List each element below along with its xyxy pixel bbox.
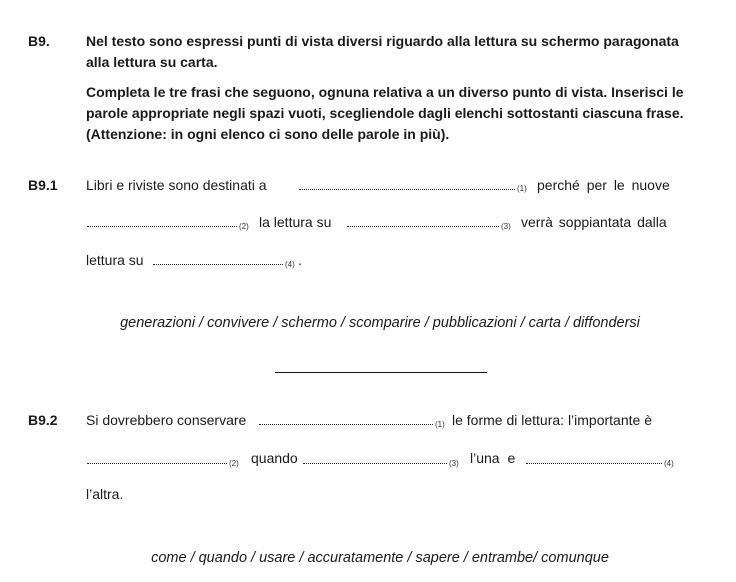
item1-word-list: generazioni / convivere / schermo / scomparire / pubblicazioni / carta / diffondersi (120, 315, 640, 331)
question-intro-line: Nel testo sono espressi punti di vista diversi riguardo alla lettura su schermo paragonata (86, 33, 679, 49)
item1-number: B9.1 (28, 177, 58, 193)
item1-text-a: Libri e riviste sono destinati a (86, 177, 267, 193)
item1-text-end: . (298, 252, 302, 268)
item2-number: B9.2 (28, 412, 58, 428)
question-intro (86, 31, 679, 73)
item2-text-c: quando (251, 450, 298, 466)
item2-blank-3[interactable] (303, 463, 447, 464)
item2-blank-1-label: (1) (435, 420, 445, 429)
item1-blank-2-label: (2) (239, 222, 249, 231)
item1-text-d: verrà soppiantata dalla (521, 214, 667, 230)
section-separator (275, 372, 487, 373)
item1-text-c: la lettura su (259, 214, 332, 230)
item1-blank-3-label: (3) (501, 222, 511, 231)
item2-blank-1[interactable] (259, 424, 433, 425)
question-intro-line: alla lettura su carta. (86, 54, 218, 70)
item2-blank-2[interactable] (87, 463, 227, 464)
item2-blank-3-label: (3) (449, 459, 459, 468)
item2-text-e: l’altra. (86, 486, 124, 502)
question-instructions (86, 82, 684, 145)
instructions-line: (Attenzione: in ogni elenco ci sono delle parole in più). (86, 126, 450, 142)
item2-word-list: come / quando / usare / accuratamente / sapere / entrambe/ comunque (151, 550, 609, 566)
item1-blank-2[interactable] (87, 226, 237, 227)
item1-text-e: lettura su (86, 252, 144, 268)
item1-text-b: perché per le nuove (537, 177, 670, 193)
item1-blank-4[interactable] (153, 264, 283, 265)
item2-blank-4[interactable] (526, 463, 662, 464)
instructions-line: Completa le tre frasi che seguono, ognuna relativa a un diverso punto di vista. Inserisci le (86, 84, 684, 100)
item2-blank-2-label: (2) (229, 459, 239, 468)
item2-text-a: Si dovrebbero conservare (86, 412, 247, 428)
item2-text-b: le forme di lettura: l’importante è (452, 412, 652, 428)
item2-blank-4-label: (4) (664, 459, 674, 468)
question-number: B9. (28, 33, 50, 49)
item2-text-d: l’una e (470, 450, 516, 466)
item1-blank-4-label: (4) (285, 260, 295, 269)
item1-blank-3[interactable] (347, 226, 499, 227)
instructions-line: parole appropriate negli spazi vuoti, scegliendole dagli elenchi sottostanti ciascuna frase. (86, 105, 684, 121)
item1-blank-1[interactable] (299, 189, 515, 190)
item1-blank-1-label: (1) (517, 184, 527, 193)
